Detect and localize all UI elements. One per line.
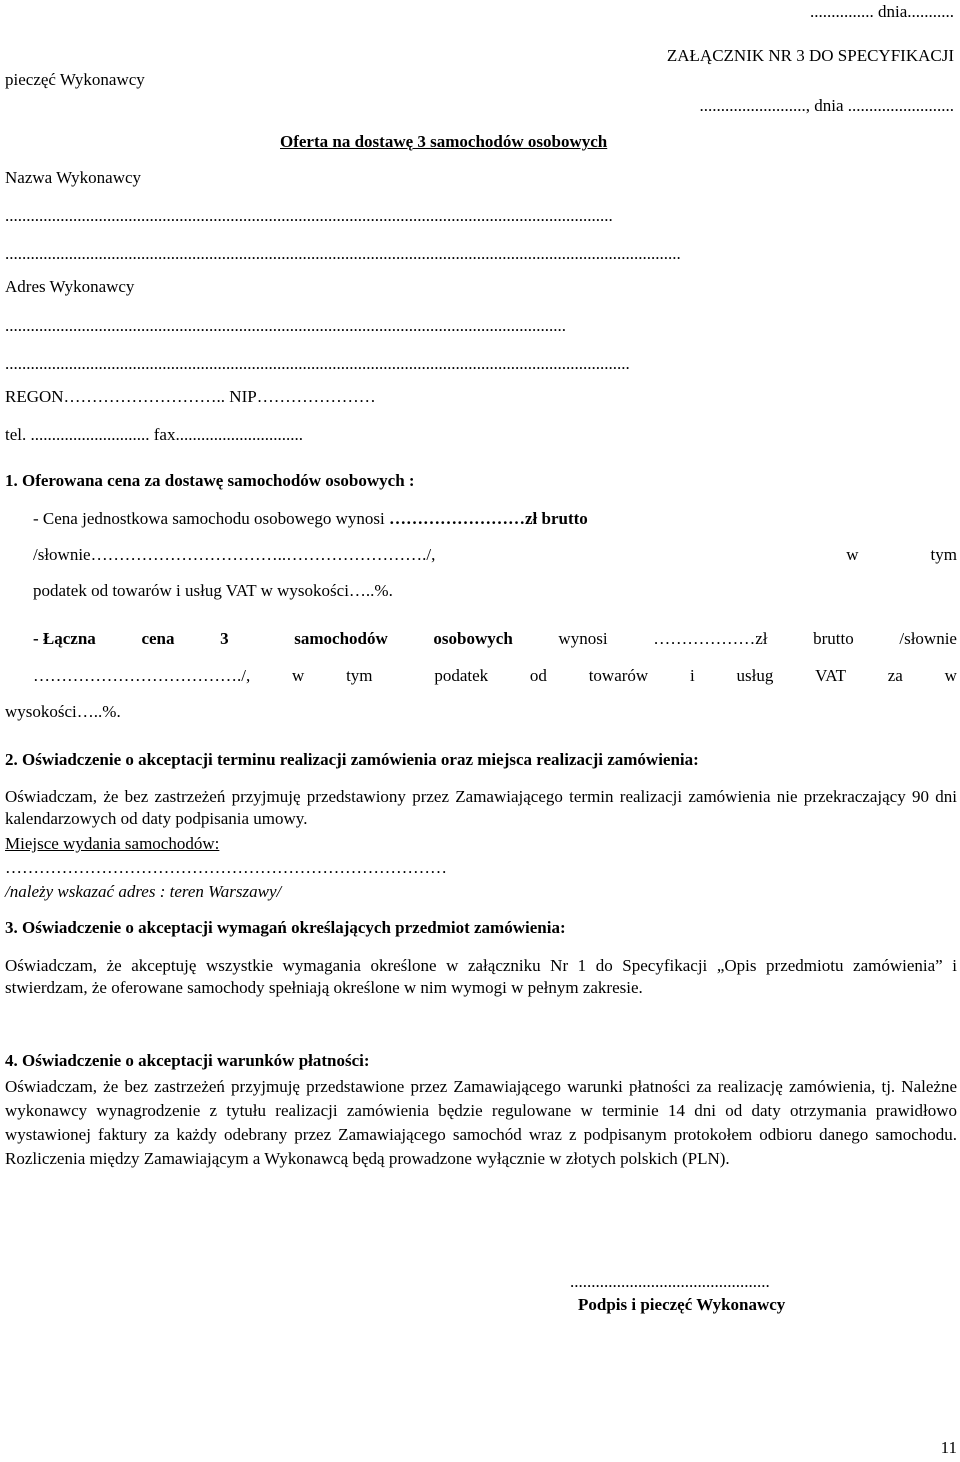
contractor-name-line-1: ...............................................................................................................................................	[5, 206, 613, 225]
total-word-9: /słownie	[899, 629, 957, 648]
total2-word-4: podatek	[434, 666, 489, 685]
section2-heading: 2. Oświadczenie o akceptacji terminu realizacji zamówienia oraz miejsca realizacji zamówienia:	[5, 750, 699, 769]
contractor-name-label: Nazwa Wykonawcy	[5, 168, 142, 187]
vat-total-line: wysokości…..%.	[5, 702, 121, 721]
total-word-6: wynosi	[558, 629, 608, 648]
contractor-name-line-2: ...............................................................................................................................................................	[5, 244, 681, 263]
total-word-5: osobowych	[433, 629, 513, 648]
total-word-3: 3	[220, 629, 229, 648]
contractor-address-line-2: ...................................................................................................................................................	[5, 354, 630, 373]
section3-body	[5, 955, 957, 999]
total2-word-6: towarów	[588, 666, 649, 685]
total2-word-5: od	[529, 666, 547, 685]
unit-price-label	[33, 509, 588, 529]
total-word-8: brutto	[813, 629, 854, 648]
words-tym: tym	[930, 545, 957, 564]
words-blank: /słownie……………………………..……………………./,	[33, 545, 436, 564]
page-number: 11	[940, 1438, 957, 1457]
total-word-7: ………………zł	[653, 629, 768, 648]
section3-body-text: Oświadczam, że akceptuję wszystkie wymagania określone w załączniku Nr 1 do Specyfikacji „Opis przedmiotu zamówienia” i stwierdzam, że oferowane samochody spełniają określone w nim wymogi w pełnym zakresie.	[5, 956, 957, 997]
section4-body-text: Oświadczam, że bez zastrzeżeń przyjmuję przedstawione przez Zamawiającego warunki płatności za realizację zamówienia, tj. Należne wykonawcy wynagrodzenie z tytułu realizacji zamówienia będzie regulowane w terminie 14 dni od daty otrzymania prawidłowo wystawionej faktury za każdy odebrany przez Zamawiającego samochód wraz z podpisanym protokołem odbioru danego samochodu. Rozliczenia między Zamawiającym a Wykonawcą będą prowadzone wyłącznie w złotych polskich (PLN).	[5, 1077, 957, 1168]
section2-body-text: Oświadczam, że bez zastrzeżeń przyjmuję przedstawiony przez Zamawiającego termin realizacji zamówienia nie przekraczający 90 dni kalendarzowych od daty podpisania umowy.	[5, 787, 957, 828]
total2-word-11: w	[944, 666, 957, 685]
unit-price-text: - Cena jednostkowa samochodu osobowego wynosi	[33, 509, 385, 528]
total2-word-1: ………………………………./,	[33, 666, 251, 685]
section2-body	[5, 786, 957, 830]
vat-unit-line: podatek od towarów i usług VAT w wysokości…..%.	[33, 581, 393, 600]
date-line: ............... dnia...........	[809, 2, 954, 21]
place-label: Miejsce wydania samochodów:	[5, 834, 220, 853]
total2-word-7: i	[689, 666, 695, 685]
contractor-address-line-1: ....................................................................................................................................	[5, 316, 566, 335]
unit-price-blank: ……………………zł brutto	[389, 509, 588, 528]
date-line-2: ........................., dnia .........................	[699, 96, 954, 115]
total-word-1: - Łączna	[33, 629, 96, 648]
place-hint: /należy wskazać adres : teren Warszawy/	[5, 882, 282, 901]
section1-heading: 1. Oferowana cena za dostawę samochodów osobowych :	[5, 471, 415, 490]
section4-body	[5, 1075, 957, 1171]
signature-dots: ...............................................	[570, 1272, 770, 1291]
unit-price-words-line	[33, 545, 957, 565]
total-word-2: cena	[141, 629, 175, 648]
total2-word-10: za	[887, 666, 903, 685]
attachment-title: ZAŁĄCZNIK NR 3 DO SPECYFIKACJI	[666, 46, 954, 65]
stamp-label: pieczęć Wykonawcy	[5, 70, 145, 89]
place-blank: ……………………………………………………………………	[5, 858, 447, 877]
signature-label: Podpis i pieczęć Wykonawcy	[578, 1295, 786, 1314]
offer-title: Oferta na dostawę 3 samochodów osobowych	[280, 132, 608, 151]
section3-heading: 3. Oświadczenie o akceptacji wymagań określających przedmiot zamówienia:	[5, 918, 566, 937]
total2-word-9: VAT	[815, 666, 846, 685]
contractor-address-label: Adres Wykonawcy	[5, 277, 135, 296]
total2-word-8: usług	[736, 666, 774, 685]
section4-heading: 4. Oświadczenie o akceptacji warunków płatności:	[5, 1051, 370, 1070]
regon-nip-line: REGON……………………….. NIP…………………	[5, 387, 376, 406]
total2-word-2: w	[292, 666, 305, 685]
tel-fax-line: tel. ............................ fax..............................	[5, 425, 303, 444]
total-price-line-2	[33, 666, 957, 686]
total-word-4: samochodów	[294, 629, 388, 648]
words-w: w	[846, 545, 859, 564]
total2-word-3: tym	[346, 666, 373, 685]
total-price-line	[33, 629, 957, 649]
